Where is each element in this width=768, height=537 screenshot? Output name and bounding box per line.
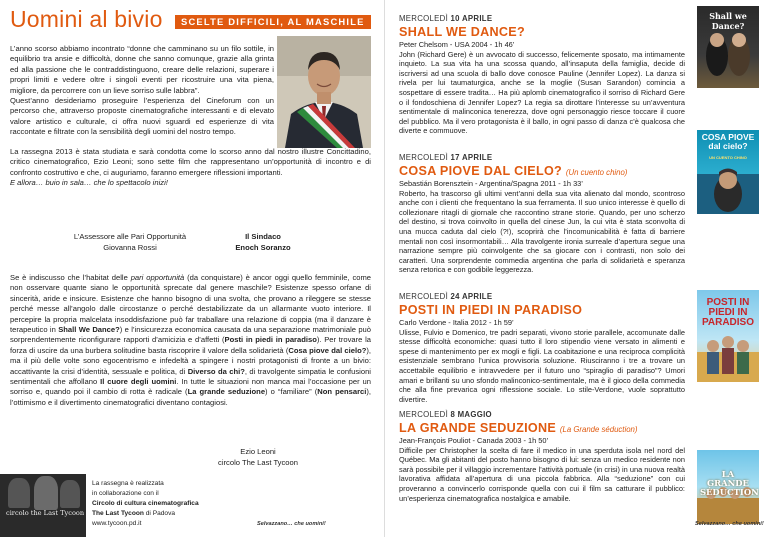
weekday: MERCOLEDÌ — [399, 14, 449, 23]
credits-city: di Padova — [143, 510, 176, 517]
film-ref-cuore-uomini: Il cuore degli uomini — [100, 377, 177, 387]
film-entry-3 — [399, 292, 685, 404]
weekday: MERCOLEDÌ — [399, 292, 449, 301]
film-entry-date — [399, 14, 685, 23]
text-run: , di travolgente simpatia le confusioni sentimentali che affollano — [10, 366, 371, 387]
text-run: . In tutte le situazioni non manca mai l’occasione per un sorriso e, quando poi il cambio di rotta è radicale ( — [10, 377, 371, 397]
credits-tycoon: The Last Tycoon — [92, 510, 144, 517]
weekday: MERCOLEDÌ — [399, 410, 449, 419]
credits-block — [92, 479, 222, 529]
intro-text-wide — [10, 147, 371, 189]
film-original-title: (La Grande séduction) — [559, 425, 638, 434]
assessore-role: L’Assessore alle Pari Opportunità — [73, 232, 187, 241]
tycoon-logo-label: circolo the Last Tycoon — [6, 509, 85, 517]
film-title: LA GRANDE SEDUZIONE — [399, 421, 557, 435]
tycoon-logo-image — [0, 474, 86, 537]
film-entry-date — [399, 153, 685, 162]
film-ref-non-pensarci: Non pensarci — [317, 387, 367, 397]
film-entry-meta: Sebastián Borensztein - Argentina/Spagna 2011 - 1h 33’ — [399, 179, 583, 188]
poster-cosa-piove — [697, 130, 759, 214]
text-run: (da conquistare) è ancor oggi quello femminile, come non osservare quante siano le opportunità sprecate dal genere maschile? Esistenze spesso orfane di sincerità, aride e insicure. Esistenze che hanno bisogno di una svolta, che provano a rileggere se stesse perché messe all’angolo dalle circostanze o perché destabilizzate da un allarmante vuoto interiore. Il percepire la propria malcelata insoddisfazione può far traballare una relazione di coppia (ma il danzare è terapeutico in — [10, 273, 372, 335]
curator-signature — [188, 446, 328, 468]
poster-shall-we-dance — [697, 6, 759, 88]
film-ref-diverso-da-chi: Diverso da chi? — [187, 366, 245, 376]
film-title: SHALL WE DANCE? — [399, 25, 526, 39]
mayor-photo — [277, 36, 371, 148]
film-ref-posti-in-piedi: Posti in piedi in paradiso — [224, 335, 317, 345]
intro-paragraph-3: La rassegna 2013 è stata studiata e sarà condotta come lo scorso anno dal nostro illustre Concittadino, critico cinematografico, Ezio Leoni; sono sette film che rappresentano un’opportunità di incontro e di confronto costruttivo e che, ci auguriamo, faranno emergere riflessioni importanti. — [10, 147, 371, 177]
credits-line: La rassegna è realizzata — [92, 480, 164, 487]
sindaco-name: Enoch Soranzo — [235, 243, 291, 252]
intro-paragraph-1: L’anno scorso abbiamo incontrato “donne che camminano su un filo sottile, in equilibrio tra ansie e difficoltà, donne che sanno comunque, grazie alla grinta ed alla passione che le contraddistinguono, creare delle relazioni, superare i propri limiti e vedere oltre i singoli eventi per ricostruire una vita piena, migliore, da percorrere con un lieve sorriso sulle labbra”. — [10, 44, 274, 95]
date: 8 MAGGIO — [450, 410, 492, 419]
film-entry-title — [399, 164, 685, 178]
date: 10 APRILE — [450, 14, 493, 23]
film-entry-title — [399, 303, 685, 317]
page-subtitle: SCELTE DIFFICILI, AL MASCHILE — [175, 15, 371, 29]
page-title: Uomini al bivio — [10, 6, 163, 32]
film-entry-synopsis: Difficile per Christopher la scelta di fare il medico in una sperduta isola nel nord del Québec. Ma gli abitanti del posto hanno bisogno di lui: senza un medico residente non sarà possibile per il villaggio incrementare l’attività portuale (in crisi) in una nuova realtà lavorativa affidata all’apertura di una piccola fabbrica. Alla “seduzione” con cui proveranno a convincerlo corrisponde quella con cui il film sa catturare il pubblico: un’esperienza cinematografica nostalgica e amabile. — [399, 445, 685, 503]
film-entry-meta: Peter Chelsom - USA 2004 - 1h 46’ — [399, 40, 515, 49]
film-entry-title — [399, 25, 685, 39]
film-entry-synopsis: Roberto, ha trascorso gli ultimi vent’anni della sua vita alienato dal mondo, scontroso anche con i clienti che frequentano la sua ferramenta. Il suo unico interesse è quello di collezionare ritagli di giornale che raccontino strane storie. Quando, per uno scherzo del destino, si trova coinvolto in quella del cinese Jun, la cui vita è stata sconvolta di una mucca caduta dal cielo (?!), scoprirà che l’incomunicabilità è fatta di barriere mentali non così insormontabili… Alla travolgente ironia surreale d’apertura segue una narrazione sempre più coinvolgente che sa giocare con i contrasti, non solo dei caratteri. Una sorprendente commedia argentina che parla di solidarietà e speranza senza retorica e con godibile leggerezza. — [399, 188, 685, 275]
weekday: MERCOLEDÌ — [399, 153, 449, 162]
film-ref-grande-seduzione: La grande seduzione — [187, 387, 266, 397]
sindaco-signature — [215, 231, 311, 253]
curator-circle: circolo The Last Tycoon — [218, 458, 298, 467]
film-title: COSA PIOVE DAL CIELO? — [399, 164, 563, 178]
film-entry-date — [399, 410, 685, 419]
date: 17 APRILE — [450, 153, 493, 162]
poster-title: LA GRANDE SÉDUCTION — [700, 469, 759, 497]
text-run: ), ma il più delle volte sono egocentrismo e infedeltà a spingere i nostri protagonisti di fronte a un bivio: accattivante la crisi d’identità, sessuale e politica, di — [10, 345, 371, 376]
film-ref-cosa-piove: Cosa piove dal cielo? — [288, 345, 367, 355]
film-entry-synopsis: John (Richard Gere) è un avvocato di successo, felicemente sposato, ma intimamente inquieto. La sua vita ha una scossa quando, all’insaputa della famiglia, decide di iscriversi ad una scuola di ballo dove conosce Pauline (Jennifer Lopez). La danza si rivela per lui taumaturgica, anche se la moglie (Susan Sarandon) comincia a sospettare di essere tradita… Ha più aplomb cinematografico il sorriso di Richard Gere o il fondoschiena di Jennifer Lopez? La regia sa dirottare l’interesse su un’avventura sentimentale di malinconica tenerezza, dove ogni personaggio riesce toccare il cuore del pubblico. Ma il vero protagonista è il ballo, in ogni passo di danza c’è qualcosa che diverte e commuove. — [399, 49, 685, 136]
poster-posti-in-piedi — [697, 290, 759, 382]
text-run-italic: pari opportunità — [130, 273, 185, 282]
poster-title: POSTI IN PIEDI IN PARADISO — [701, 297, 755, 328]
intro-paragraph-2: Quest’anno desideriamo proseguire l’esperienza del Cineforum con un percorso che, attraverso proposte cinematografiche interessanti e di elevato valore artistico e culturale, ci offra nuovi sguardi ed esperienze di vita raccontate e filtrate con la sensibilità degli uomini del nostro tempo. — [10, 96, 274, 137]
film-entry-meta: Jean-François Pouliot - Canada 2003 - 1h 50’ — [399, 436, 549, 445]
footer-tagline-left: Selvazzano… che uomini! — [257, 521, 326, 527]
poster-title: Shall we Dance? — [709, 11, 747, 31]
film-entry-2 — [399, 153, 685, 275]
right-page — [384, 0, 768, 537]
film-entry-meta: Carlo Verdone - Italia 2012 - 1h 59’ — [399, 318, 514, 327]
text-run: ). Per trovare la forza di uscire da una burbera solitudine basta riscoprire il valore della solidarietà ( — [10, 335, 371, 355]
film-original-title: (Un cuento chino) — [565, 168, 628, 177]
poster-title: COSA PIOVE dal cielo? — [701, 132, 755, 151]
text-run: ) e l’insicurezza economica causata da una separazione matrimoniale può sorprendentemente riconfigurare rapporti d’amicizia e d’affetti ( — [10, 325, 372, 345]
film-entry-4 — [399, 410, 685, 503]
film-title: POSTI IN PIEDI IN PARADISO — [399, 303, 583, 317]
text-run: Se è indiscusso che l’habitat delle — [10, 273, 131, 282]
date: 24 APRILE — [450, 292, 493, 301]
curator-name: Ezio Leoni — [240, 447, 276, 456]
film-entry-date — [399, 292, 685, 301]
film-entry-title — [399, 421, 685, 435]
intro-text — [10, 44, 274, 138]
credits-circle: Circolo di cultura cinematografica — [92, 500, 199, 507]
footer-tagline-right-text: Selvazzano… che uomini! — [695, 521, 764, 527]
poster-grande-seduzione — [697, 450, 759, 524]
curator-text — [10, 273, 371, 408]
film-ref-shall-we-dance: Shall We Dance? — [58, 325, 120, 335]
intro-paragraph-4: E allora… buio in sala… che lo spettacolo inizi! — [10, 178, 168, 188]
assessore-name: Giovanna Rossi — [103, 243, 157, 252]
assessore-signature — [60, 231, 200, 253]
film-entry-synopsis: Ulisse, Fulvio e Domenico, tre padri separati, vivono storie parallele, accomunate dalle stesse difficoltà economiche: quasi tutto il loro stipendio viene versato in alimenti e spese di mantenimento per ex mogli e figli. La coabitazione e una reciproca complicità esistenziale sembrano l’unica provvisoria soluzione. Riusciranno i tre a trovare un accettabile equilibrio e intravvedere per il futuro uno “spiraglio di paradiso”? Umori amari e brillanti su uno sfondo malinconico-sentimentale, ma è il gioco della commedia che alla fine prevarica ogni riflessione sociale. Lo stile-Verdone, vuole soprattutto divertire. — [399, 327, 685, 404]
poster-subtitle: UN CUENTO CHINO — [709, 155, 747, 160]
sindaco-role: Il Sindaco — [245, 232, 281, 241]
text-run: ) o “familiare” ( — [265, 387, 318, 397]
tycoon-website-link[interactable]: www.tycoon.pd.it — [92, 520, 142, 527]
film-entry-1 — [399, 14, 685, 136]
credits-line: in collaborazione con il — [92, 490, 159, 497]
text-run: ), l’ottimismo e il divertimento cinematografici diventano contagiosi. — [10, 387, 372, 407]
